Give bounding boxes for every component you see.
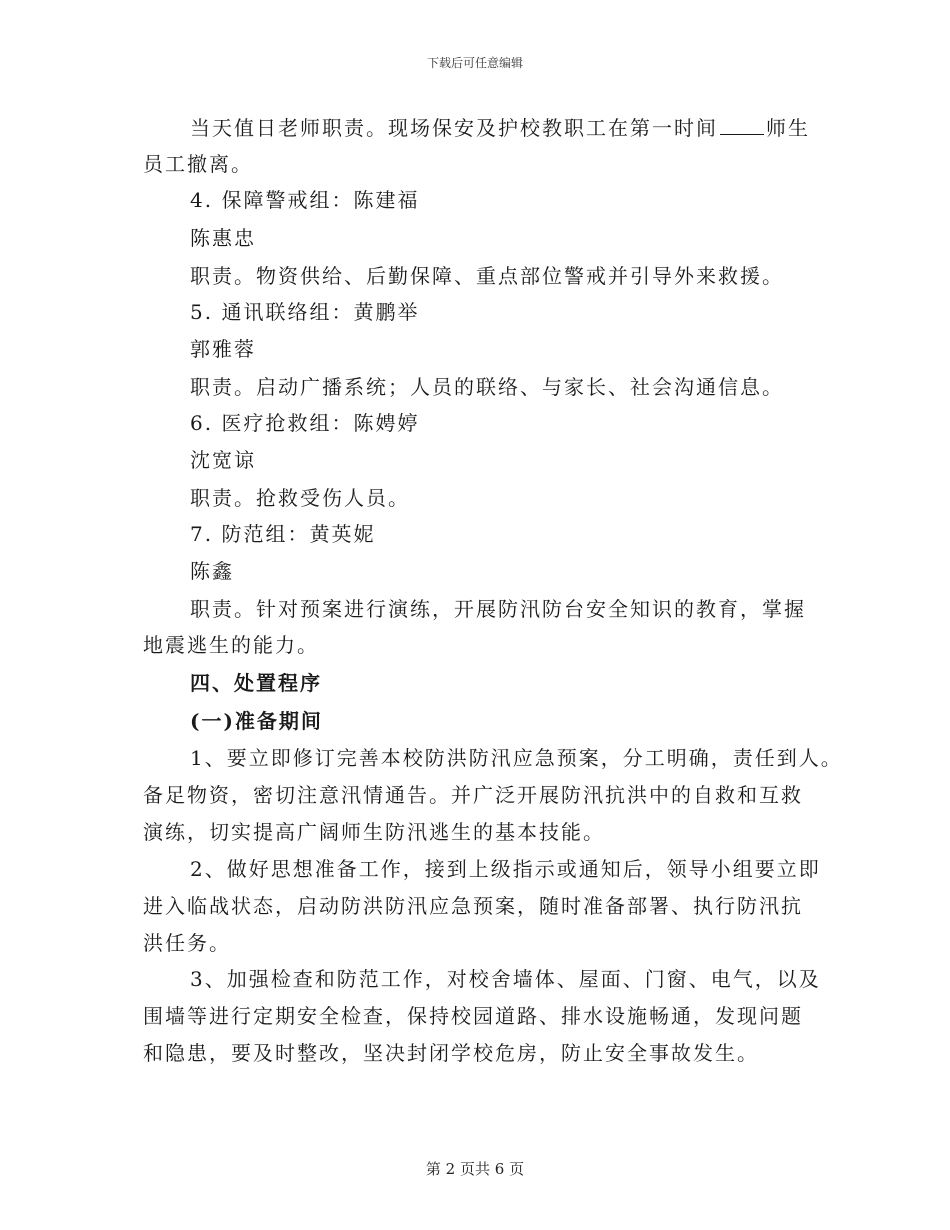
member-name: 沈宽谅 <box>190 448 256 472</box>
section-heading: 四、处置程序 <box>190 671 322 695</box>
duty-text: 职责。针对预案进行演练，开展防汛防台安全知识的教育，掌握 <box>190 597 806 621</box>
paragraph-line <box>190 116 810 140</box>
paragraph-line: 进入临战状态，启动防洪防汛应急预案，随时准备部署、执行防汛抗 <box>143 894 803 918</box>
group-heading: 6. 医疗抢救组：陈娉婷 <box>190 411 420 435</box>
paragraph-line: 备足物资，密切注意汛情通告。并广泛开展防汛抗洪中的自救和互救 <box>143 783 803 807</box>
fill-in-blank <box>720 116 764 135</box>
paragraph-line: 洪任务。 <box>143 931 231 955</box>
duty-text: 职责。抢救受伤人员。 <box>190 486 410 510</box>
group-heading: 4. 保障警戒组：陈建福 <box>190 188 420 212</box>
paragraph-line: 3、加强检查和防范工作，对校舍墙体、屋面、门窗、电气，以及 <box>190 967 821 991</box>
text-segment: 师生 <box>766 116 810 140</box>
page-header: 下载后可任意编辑 <box>426 56 523 70</box>
paragraph-line: 和隐患，要及时整改，坚决封闭学校危房，防止安全事故发生。 <box>143 1041 759 1065</box>
member-name: 陈鑫 <box>190 559 234 583</box>
group-heading: 5. 通讯联络组：黄鹏举 <box>190 300 420 324</box>
paragraph-line: 1、要立即修订完善本校防洪防汛应急预案，分工明确，责任到人。 <box>190 746 843 770</box>
member-name: 郭雅蓉 <box>190 337 256 361</box>
duty-text: 职责。启动广播系统；人员的联络、与家长、社会沟通信息。 <box>190 375 784 399</box>
paragraph-line: 围墙等进行定期安全检查，保持校园道路、排水设施畅通，发现问题 <box>143 1004 803 1028</box>
duty-text: 职责。物资供给、后勤保障、重点部位警戒并引导外来救援。 <box>190 264 784 288</box>
paragraph-line: 演练，切实提高广阔师生防汛逃生的基本技能。 <box>143 820 605 844</box>
text-segment: 当天值日老师职责。现场保安及护校教职工在第一时间 <box>190 116 718 140</box>
group-heading: 7. 防范组：黄英妮 <box>190 522 376 546</box>
duty-text: 地震逃生的能力。 <box>143 633 319 657</box>
page-footer: 第 2 页共 6 页 <box>425 1160 525 1178</box>
paragraph-line: 员工撤离。 <box>143 152 253 176</box>
paragraph-line: 2、做好思想准备工作，接到上级指示或通知后，领导小组要立即 <box>190 857 821 881</box>
member-name: 陈惠忠 <box>190 226 256 250</box>
subsection-heading: (一)准备期间 <box>190 709 323 733</box>
